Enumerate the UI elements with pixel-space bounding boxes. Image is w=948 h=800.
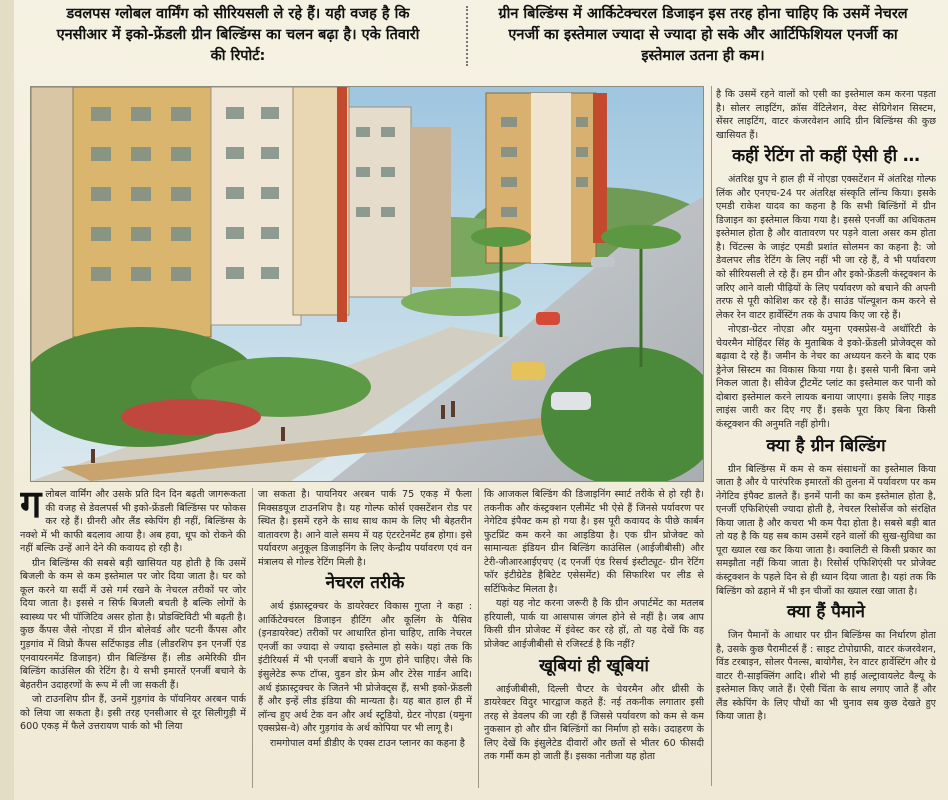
paragraph: अंतरिक्ष ग्रुप ने हाल ही में नोएडा एक्सटेंशन में अंतरिक्ष गोल्फ लिंक और एनएच-24 पर अंतरिक्ष संस्कृति लॉन्च किया। इसके एमडी राकेश यादव का कहना है कि सभी बिल्डिंगों में ग्रीन डिजाइन का इस्तेमाल किया गया है। इससे एनर्जी का अधिकतम इस्तेमाल होता है और वातावरण पर पड़ने वाला असर कम होता है। चिंटल्स के जाइंट एमडी प्रशांत सोलमन का कहना है: जो डेवलपर लीड रेटिंग के लिए नहीं भी जा रहे हैं, वे भी पर्यावरण को सीरियसली ले रहे हैं। हम ग्रीन और इको-फ्रेंडली कंस्ट्रक्शन के जरिए आने वाली पीढ़ियों के लिए पर्यावरण को बचाने की अपनी तरफ से पूरी कोशिश कर रहे हैं। साउंड पॉल्यूशन कम करने से लेकर रेन वाटर हार्वेस्टिंग तक के उपाय किए जा रहे हैं। [716, 174, 936, 321]
paragraph: अर्थ इंफ्रास्ट्रक्चर के डायरेक्टर विकास गुप्ता ने कहा : आर्किटेक्चरल डिजाइन हीटिंग और कूलिंग के पैसिव (इनडायरेक्ट) तरीकों पर आधारित होना चाहिए, ताकि नेचरल एनर्जी का ज्यादा से ज्यादा इस्तेमाल हो सके। यहां तक कि इंटीरियर्स में भी एनर्जी बचाने के गुण होने चाहिए। जैसे कि इंसुलेटेड रूफ टॉप्स, वुडन डोर फ्रेम और टेरेस गार्डन आदि। अर्थ इंफ्रास्ट्रक्चर के जितने भी प्रोजेक्ट्स हैं, सभी इको-फ्रेंडली हैं और इन्हें लीड इंडिया की मान्यता है। यह बात हाल ही में लॉन्च हुए अर्थ टेक वन और अर्थ स्टूडियो, ग्रेटर नोएडा (यमुना एक्सप्रेस-वे) और गुड़गांव के अर्थ कोपिया पर भी लागू है। [258, 601, 472, 735]
paragraph: रामगोपाल वर्मा डीडीए के एक्स टाउन प्लानर का कहना है [270, 737, 465, 749]
paragraph: है कि उसमें रहने वालों को एसी का इस्तेमाल कम करना पड़ता है। सोलर लाइटिंग, क्रॉस वेंटिलेशन, वेस्ट सेग्रिगेशन सिस्टम, सेंसर लाइटिंग, वाटर कंजरवेशन आदि ग्रीन बिल्डिंग्स की कुछ खासियत हैं। [716, 89, 936, 141]
subheading-features: खूबियां ही खूबियां [539, 655, 649, 676]
paragraph: जा सकता है। पायनियर अरबन पार्क 75 एकड़ में फैला मिक्सडयूज टाउनशिप है। यह गोल्फ कोर्स एक्सटेंशन रोड पर स्थित है। इसमें रहने के साथ साथ काम के लिए भी बेहतरीन वातावरण है। आने वाले समय में यह एंटरटेनमेंट हब होगा। इसे पर्यावरण अनुकूल डिजाइनिंग के लिए केन्द्रीय पर्यावरण एवं वन मंत्रालय से गोल्ड रेटिंग मिली है। [258, 489, 472, 568]
drop-cap: ग [20, 488, 42, 526]
column-rule [711, 86, 712, 786]
paragraph: जो टाउनशिप ग्रीन हैं, उनमें गुड़गांव के पॉयनियर अरबन पार्क को लिया जा सकता है। इसी तरह एनसीआर से दूर सिलीगुड़ी में 600 एकड़ में फैले उत्तरायण पार्क को भी लिया [20, 694, 246, 733]
paragraph: आईजीबीसी, दिल्ली चैप्टर के चेयरमैन और थ्रीसी के डायरेक्टर विदुर भारद्वाज कहते हैं: नई तकनीक लगातार इसी तरह से डेवलप की जा रही हैं जिससे पर्यावरण को कम से कम नुकसान हो और ग्रीन बिल्डिंगों का निर्माण हो सके। उदाहरण के लिए देखें कि इंसुलेटेड दीवारों और छतों से भीतर 60 फीसदी तक गर्मी कम हो जाती हैं। इसका नतीजा यह होता [484, 683, 704, 763]
page-gutter [0, 0, 14, 800]
paragraph: कि आजकल बिल्डिंग की डिजाइनिंग स्मार्ट तरीके से हो रही है। तकनीक और कंस्ट्रक्शन एलीमेंट भी ऐसे हैं जिनसे पर्यावरण पर नेगेटिव इंपैक्ट कम हो गया है। इस पूरी कवायद के पीछे कार्बन फुटप्रिंट कम करने का आइडिया है। एक ग्रीन प्रोजेक्ट को सामान्यतः इंडियन ग्रीन बिल्डिंग काउंसिल (आईजीबीसी) और टेरी-जीआरआईएचए (द एनर्जी एंड रिसर्च इंस्टीट्यूट- ग्रीन रेटिंग फॉर इंटीग्रेटेड हैबिटेट एसेसमेंट) की सिफारिश पर लीड से सर्टिफिकेट मिलता है। [484, 489, 704, 595]
article-column-3 [484, 488, 704, 794]
subheading-natural-methods: नेचरल तरीके [325, 573, 405, 594]
paragraph: यहां यह नोट करना जरूरी है कि ग्रीन अपार्टमेंट का मतलब हरियाली, पार्क या आसपास जंगल होने से नहीं है। जब आप किसी ग्रीन प्रोजेक्ट में इंवेस्ट कर रहे हों, तो यह देखें कि वह प्रोजेक्ट आईजीबीसी से रजिस्टर्ड है कि नहीं? [484, 598, 704, 651]
headline-left: डवलपस ग्लोबल वार्मिंग को सीरियसली ले रहे हैं। यही वजह है कि एनसीआर में इको-फ्रेंडली ग्रीन बिल्डिंग्स का चलन बढ़ा है। एके तिवारी की रिपोर्ट: [56, 6, 420, 64]
article-column-1 [20, 488, 246, 794]
paragraph: नोएडा-ग्रेटर नोएडा और यमुना एक्सप्रेस-वे अथॉरिटी के चेयरमैन मोहिंदर सिंह के मुताबिक वे इको-फ्रेंडली प्रोजेक्ट्स को बढ़ावा दे रहे हैं। जमीन के नेचर का अध्ययन करने के बाद एक ड्रेनेज सिस्टम का विकास किया गया है। इससे पानी बिना जमे निकल जाता है। सीवेज ट्रीटमेंट प्लांट का इस्तेमाल कर पानी को दोबारा इस्तेमाल करने लायक बनाया जाएगा। इसके लिए गाइड लाइंस जारी कर दिए गए हैं। इसके पूरा किए बिना किसी कंस्ट्रक्शन की अनुमति नहीं होगी। [716, 324, 936, 431]
subheading-what-is-green-building: क्या है ग्रीन बिल्डिंग [766, 435, 886, 456]
article-column-2 [258, 488, 472, 794]
township-rendering [31, 87, 703, 481]
column-rule [252, 488, 253, 788]
paragraph [20, 488, 246, 556]
headline-right: ग्रीन बिल्डिंग्स में आर्किटेक्चरल डिजाइन इस तरह होना चाहिए कि उसमें नेचरल एनर्जी का इस्तेमाल ज्यादा से ज्यादा हो सके और आर्टिफिशियल एनर्जी का इस्तेमाल उतना ही कम। [498, 6, 908, 64]
article-column-right [716, 88, 936, 794]
subheading-parameters: क्या हैं पैमाने [787, 602, 865, 623]
headline-divider [466, 6, 468, 66]
column-rule [478, 488, 479, 788]
paragraph-text: लोबल वार्मिंग और उसके प्रति दिन दिन बढ़ती जागरूकता की वजह से डेवलपर्स भी इको-फ्रेंडली बिल्डिंग्स पर फोकस कर रहे हैं। ग्रीनरी और लैंड स्केपिंग ही नहीं, बिल्डिंग्स के नक्शे में भी काफी बदलाव आया है। अब हवा, धूप को रोकने की नहीं बल्कि उन्हें आने देने की कवायद हो रही है। [20, 489, 246, 555]
paragraph: ग्रीन बिल्डिंग्स में कम से कम संसाधनों का इस्तेमाल किया जाता है और ये पारंपरिक इमारतों की तुलना में पर्यावरण पर कम नेगेटिव इंपैक्ट डालते हैं। इनमें पानी का कम इस्तेमाल होता है, एनर्जी एफिशिएंसी ज्यादा होती है, नेचरल रिसोर्सेज को संरक्षित किया जाता है और कचरा भी कम पैदा होता है। सबसे बड़ी बात तो यह है कि यह सब काम उसमें रहने वालों की सुख-सुविधा का पूरा ख्याल रख कर किया जाता है। क्वालिटी से किसी प्रकार का समझौता नहीं किया जाता है। रिसोर्स एफिशिएंसी पर प्रोजेक्ट कंस्ट्रक्शन के पहले दिन से ही ध्यान दिया जाता है। यहां तक कि बिल्डिंग को ढहाने में भी इन चीजों का ख्याल रखा जाता है। [716, 463, 936, 597]
paragraph: जिन पैमानों के आधार पर ग्रीन बिल्डिंग्स का निर्धारण होता है, उसके कुछ पैरामीटर्स हैं : साइट टोपोग्राफी, वाटर कंजरवेशन, विंड टरबाइन, सोलर पैनल्स, बायोगैस, रेन वाटर हार्वेस्टिंग और ग्रे वाटर री-साइक्लिंग आदि। शीशे भी हाई अल्ट्रावायलेट वैल्यू के इस्तेमाल किए जाते हैं। ऐसी चिंता के साथ लगाए जाते हैं और लैंड स्केपिंग के लिए पौधों का भी चुनाव सब कुछ देखते हुए किया जाता है। [716, 630, 936, 723]
subheading-rating: कहीं रेटिंग तो कहीं ऐसी ही … [732, 146, 920, 167]
paragraph: ग्रीन बिल्डिंग्स की सबसे बड़ी खासियत यह होती है कि उसमें बिजली के कम से कम इस्तेमाल पर जोर दिया जाता है। घर को कूल करने या सर्दी में उसे गर्म रखने के नेचरल तरीकों पर जोर दिया जाता है। इससे न सिर्फ बिजली बचती है बल्कि लोगों के स्वास्थ्य पर भी पॉजिटिव असर होता है। प्रोडक्टिविटी भी बढ़ती है। कुछ कैंपस जैसे नोएडा में ग्रीन बोलेवर्ड और पटनी कैंपस और गुड़गांव में विप्रो कैंपस सर्टिफाइड लीड (लीडरशिप इन एनर्जी एंड एनवायरनमेंट डिजाइन) ग्रीन बिल्डिंग्स हैं। लीड अमेरिकी ग्रीन बिल्डिंग काउंसिल की रेटिंग है। ये सभी इमारतें एनर्जी बचाने के बेहतरीन उदाहरणों के रूप में ली जा सकती हैं। [20, 557, 246, 691]
green-township-illustration [30, 86, 704, 482]
